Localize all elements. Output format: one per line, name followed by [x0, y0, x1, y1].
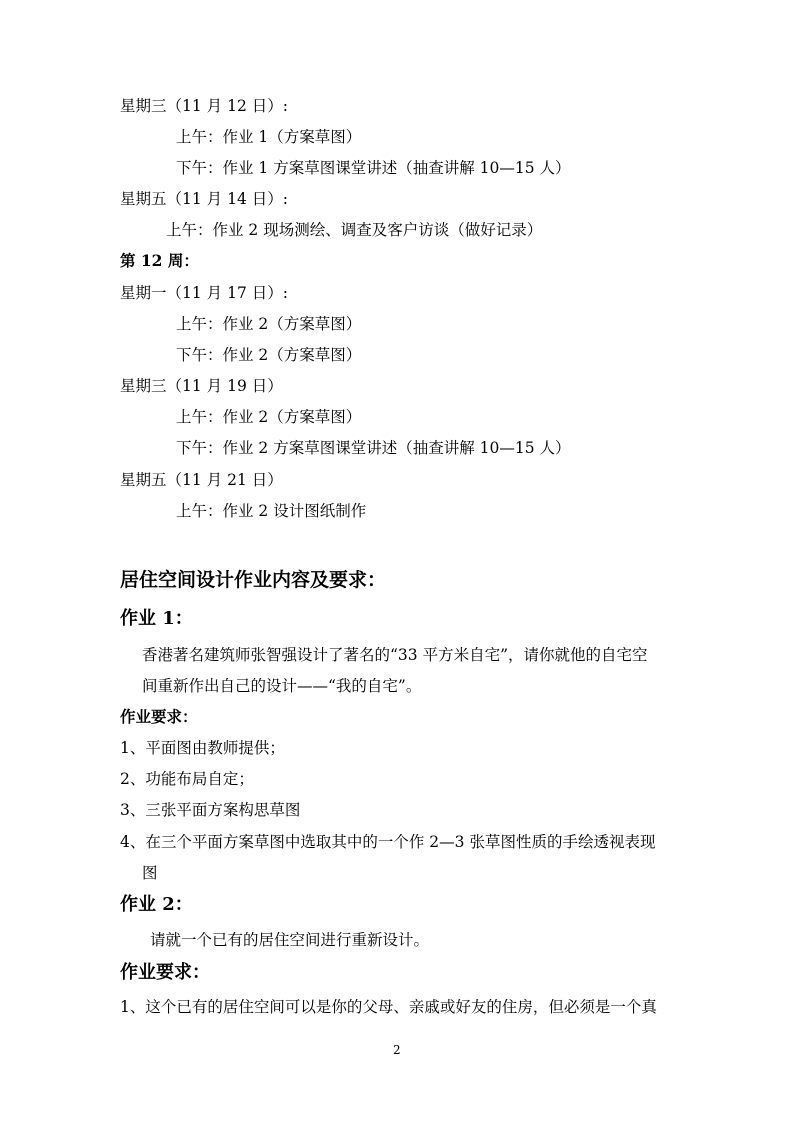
- hw1-requirement-1: 1、平面图由教师提供；: [120, 739, 285, 757]
- schedule-day-fri-nov21: 星期五（11 月 21 日）: [120, 471, 283, 489]
- schedule-item-am: 上午：作业 2 现场测绘、调查及客户访谈（做好记录）: [166, 221, 543, 239]
- hw2-title: 作业 2：: [120, 894, 193, 915]
- schedule-item-pm: 下午：作业 2 方案草图课堂讲述（抽查讲解 10—15 人）: [176, 439, 571, 457]
- page-number: 2: [393, 1043, 401, 1057]
- hw2-requirement-1: 1、这个已有的居住空间可以是你的父母、亲戚或好友的住房，但必须是一个真: [120, 998, 657, 1016]
- schedule-day-wed-nov12: 星期三（11 月 12 日）:: [120, 97, 288, 115]
- hw1-requirement-4-line1: 4、在三个平面方案草图中选取其中的一个作 2—3 张草图性质的手绘透视表现: [120, 833, 656, 851]
- hw1-description-line2: 间重新作出自己的设计——“我的自宅”。: [142, 677, 422, 695]
- week-heading: 第 12 周：: [120, 251, 199, 270]
- hw2-requirements-title: 作业要求：: [120, 962, 210, 983]
- hw1-requirements-title: 作业要求：: [120, 707, 198, 726]
- schedule-item-am: 上午：作业 1（方案草图）: [176, 128, 362, 146]
- schedule-item-am: 上午：作业 2（方案草图）: [176, 408, 362, 426]
- hw1-requirement-3: 3、三张平面方案构思草图: [120, 801, 301, 819]
- schedule-item-am: 上午：作业 2 设计图纸制作: [176, 502, 367, 520]
- schedule-day-wed-nov19: 星期三（11 月 19 日）: [120, 377, 283, 395]
- schedule-day-fri-nov14: 星期五（11 月 14 日）:: [120, 190, 288, 208]
- schedule-item-pm: 下午：作业 1 方案草图课堂讲述（抽查讲解 10—15 人）: [176, 159, 571, 177]
- hw1-description-line1: 香港著名建筑师张智强设计了著名的“33 平方米自宅”，请你就他的自宅空: [142, 646, 648, 664]
- hw1-requirement-2: 2、功能布局自定；: [120, 770, 254, 788]
- hw2-description: 请就一个已有的居住空间进行重新设计。: [150, 931, 430, 949]
- schedule-day-mon-nov17: 星期一（11 月 17 日）:: [120, 284, 288, 302]
- section-title: 居住空间设计作业内容及要求：: [120, 569, 387, 591]
- schedule-item-pm: 下午：作业 2（方案草图）: [176, 346, 362, 364]
- hw1-requirement-4-line2: 图: [142, 864, 158, 882]
- schedule-item-am: 上午：作业 2（方案草图）: [176, 315, 362, 333]
- hw1-title: 作业 1：: [120, 608, 193, 629]
